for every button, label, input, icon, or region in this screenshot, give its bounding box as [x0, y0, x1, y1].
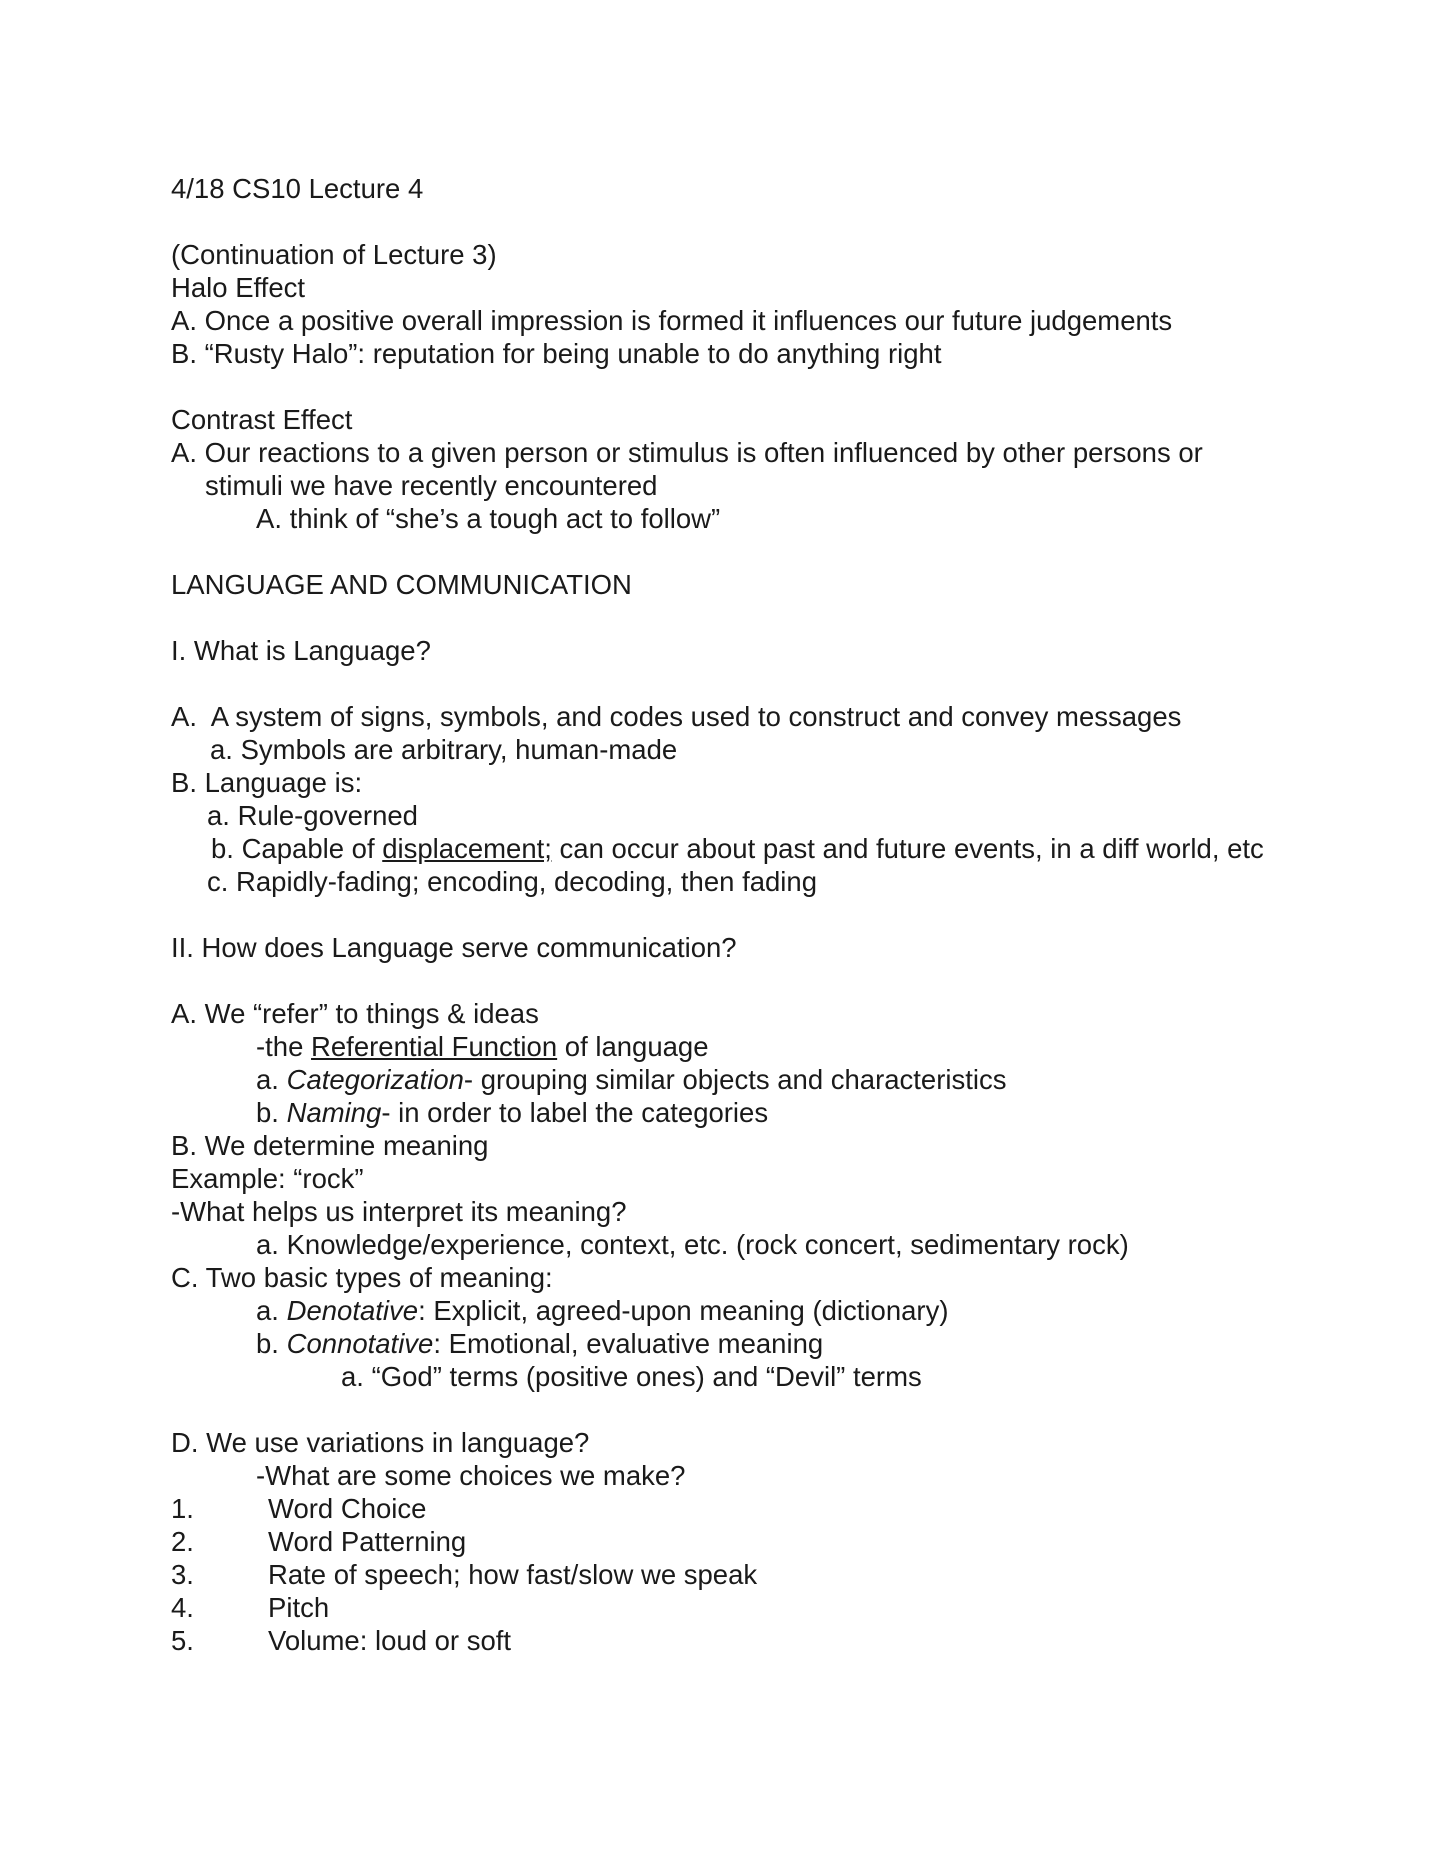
list-item — [171, 1492, 1311, 1525]
list-item-text: Rate of speech; how fast/slow we speak — [268, 1559, 758, 1590]
referential-function-term: Referential Function — [311, 1031, 558, 1062]
list-item-text: Volume: loud or soft — [268, 1625, 512, 1656]
list-item-number: 5. — [171, 1625, 194, 1656]
part2-point-a-b: b. Naming- in order to label the categories — [256, 1097, 769, 1128]
part1-point-b-c: c. Rapidly-fading; encoding, decoding, then fading — [207, 866, 818, 897]
halo-effect-heading: Halo Effect — [171, 272, 306, 303]
part2-point-a-note: -the Referential Function of language — [256, 1031, 709, 1062]
list-item — [171, 1624, 1311, 1657]
part2-point-d-note: -What are some choices we make? — [256, 1460, 686, 1491]
list-item — [171, 1558, 1311, 1591]
part2-question-a: a. Knowledge/experience, context, etc. (rock concert, sedimentary rock) — [256, 1229, 1129, 1260]
list-item-number: 4. — [171, 1592, 194, 1623]
part1-point-b: B. Language is: — [171, 767, 363, 798]
document-title: 4/18 CS10 Lecture 4 — [171, 173, 424, 204]
part2-heading: II. How does Language serve communication? — [171, 932, 737, 963]
list-item-number: 1. — [171, 1493, 194, 1524]
part1-point-b-a: a. Rule-governed — [207, 800, 418, 831]
lecture-notes-page — [171, 172, 1311, 1657]
part1-point-a: A. A system of signs, symbols, and codes used to construct and convey messages — [171, 701, 1182, 732]
list-item-text: Word Patterning — [268, 1526, 467, 1557]
list-item-number: 3. — [171, 1559, 194, 1590]
list-item-text: Word Choice — [268, 1493, 427, 1524]
part2-point-c: C. Two basic types of meaning: — [171, 1262, 553, 1293]
list-item — [171, 1525, 1311, 1558]
connotative-term: Connotative — [286, 1328, 434, 1359]
contrast-point-a: A. Our reactions to a given person or stimulus is often influenced by other persons or stimuli we have recently encountered — [171, 437, 1211, 501]
list-item-text: Pitch — [268, 1592, 330, 1623]
part2-point-c-a: a. Denotative: Explicit, agreed-upon meaning (dictionary) — [256, 1295, 949, 1326]
part1-point-b-b: b. Capable of displacement; can occur about past and future events, in a diff world, etc — [211, 833, 1264, 864]
categorization-term: Categorization — [286, 1064, 464, 1095]
part1-heading: I. What is Language? — [171, 635, 431, 666]
continuation-note: (Continuation of Lecture 3) — [171, 239, 497, 270]
part2-point-d: D. We use variations in language? — [171, 1427, 590, 1458]
halo-point-a: A. Once a positive overall impression is formed it influences our future judgements — [171, 305, 1173, 336]
part1-point-a-sub: a. Symbols are arbitrary, human-made — [210, 734, 678, 765]
part2-point-c-b: b. Connotative: Emotional, evaluative meaning — [256, 1328, 824, 1359]
naming-term: Naming — [286, 1097, 382, 1128]
part2-point-a-a: a. Categorization- grouping similar objects and characteristics — [256, 1064, 1007, 1095]
list-item-number: 2. — [171, 1526, 194, 1557]
contrast-point-a-sub: A. think of “she’s a tough act to follow” — [256, 503, 721, 534]
halo-point-b: B. “Rusty Halo”: reputation for being unable to do anything right — [171, 338, 942, 369]
part2-point-b: B. We determine meaning — [171, 1130, 489, 1161]
denotative-term: Denotative — [286, 1295, 419, 1326]
part2-point-a: A. We “refer” to things & ideas — [171, 998, 539, 1029]
part2-example: Example: “rock” — [171, 1163, 364, 1194]
displacement-term: displacement; — [382, 833, 552, 864]
part2-point-c-b-sub: a. “God” terms (positive ones) and “Devil” terms — [341, 1361, 922, 1392]
section-title: LANGUAGE AND COMMUNICATION — [171, 569, 632, 600]
part2-question: -What helps us interpret its meaning? — [171, 1196, 627, 1227]
list-item — [171, 1591, 1311, 1624]
contrast-effect-heading: Contrast Effect — [171, 404, 353, 435]
